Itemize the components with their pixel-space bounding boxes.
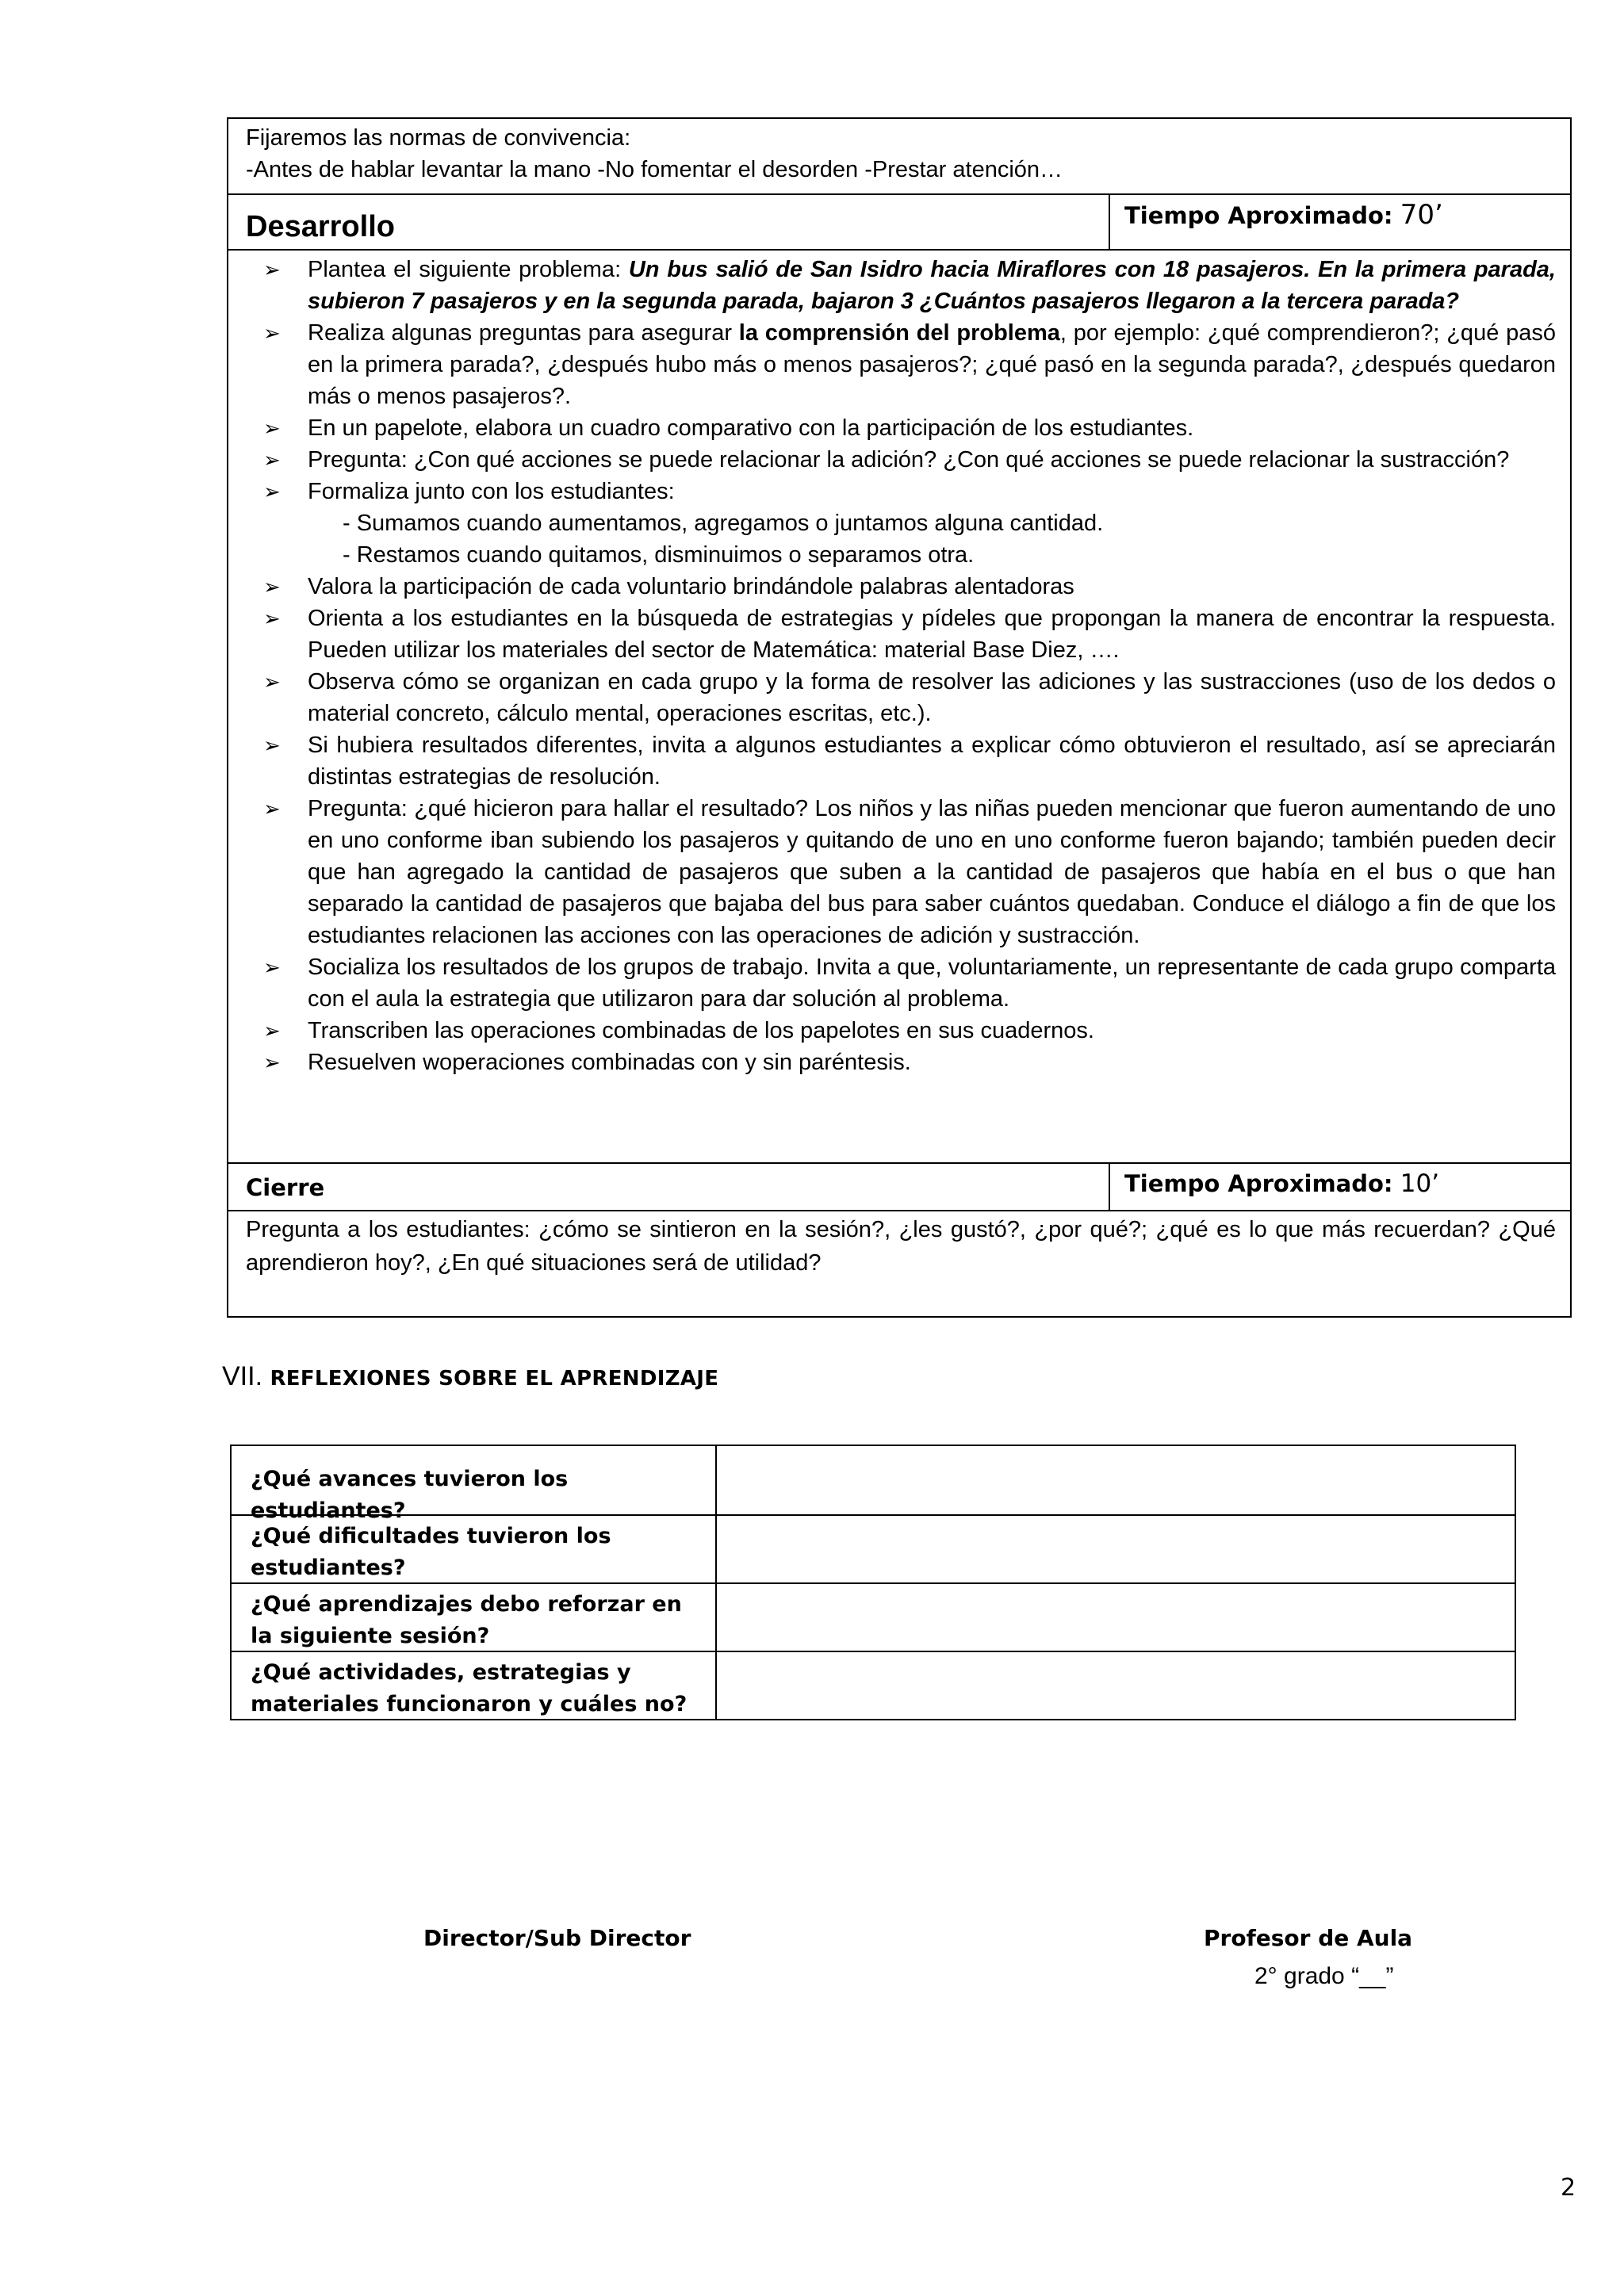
development-time	[1124, 195, 1443, 235]
closing-time-label: Tiempo Aproximado:	[1124, 1170, 1393, 1197]
divider	[228, 1210, 1570, 1211]
closing-time	[1124, 1164, 1439, 1203]
closing-time-value: 10’	[1400, 1169, 1440, 1198]
divider	[1109, 193, 1110, 249]
arrow-bullet-icon: ➢	[263, 1019, 281, 1043]
section-heading: REFLEXIONES SOBRE EL APRENDIZAJE	[270, 1367, 719, 1391]
director-signature-label: Director/Sub Director	[423, 1925, 691, 1951]
reflection-question: ¿Qué actividades, estrategias y materiales funcionaron y cuáles no?	[251, 1660, 688, 1716]
arrow-bullet-icon: ➢	[263, 448, 281, 472]
list-item: ➢ Transcriben las operaciones combinadas de los papelotes en sus cuadernos.	[308, 1015, 1556, 1047]
arrow-bullet-icon: ➢	[263, 258, 281, 281]
development-time-label: Tiempo Aproximado:	[1124, 202, 1393, 229]
problem-statement: Un bus salió de San Isidro hacia Miraflores con 18 pasajeros. En la primera parada, subieron 7 pasajeros y en la segunda parada, bajaron 3 ¿Cuántos pasajeros llegaron a la tercera parada?	[308, 257, 1556, 314]
list-item: ➢ Pregunta: ¿qué hicieron para hallar el resultado? Los niños y las niñas pueden mencionar que fueron aumentando de uno en uno conforme iban subiendo los pasajeros y quitando de uno en uno conforme fueron bajando; también pueden decir que han agregado la cantidad de pasajeros que suben a la cantidad de pasajeros que había en el bus o que han separado la cantidad de pasajeros que bajaba del bus para saber cuántos quedaban. Conduce el diálogo a fin de que los estudiantes relacionen las acciones con las operaciones de adición y sustracción.	[308, 793, 1556, 951]
arrow-bullet-icon: ➢	[263, 321, 281, 345]
divider	[1109, 1162, 1110, 1210]
norms-title: Fijaremos las normas de convivencia:	[246, 125, 631, 151]
list-item: ➢ Valora la participación de cada voluntario brindándole palabras alentadoras	[308, 571, 1556, 603]
list-item: ➢ Observa cómo se organizan en cada grupo y la forma de resolver las adiciones y las sustracciones (uso de los dedos o material concreto, cálculo mental, operaciones escritas, etc.).	[308, 666, 1556, 729]
development-steps	[228, 249, 1570, 1078]
development-title: Desarrollo	[246, 210, 395, 243]
grade-label: 2° grado “__”	[1254, 1963, 1394, 1989]
section-numeral: VII.	[222, 1361, 263, 1391]
arrow-bullet-icon: ➢	[263, 416, 281, 440]
list-item: ➢ Socializa los resultados de los grupos de trabajo. Invita a que, voluntariamente, un representante de cada grupo comparta con el aula la estrategia que utilizaron para dar solución al problema.	[308, 951, 1556, 1015]
list-item: ➢ Formaliza junto con los estudiantes: - Sumamos cuando aumentamos, agregamos o juntamos alguna cantidad. - Restamos cuando quitamos, disminuimos o separamos otra.	[308, 476, 1556, 571]
list-item: ➢ Resuelven woperaciones combinadas con y sin paréntesis.	[308, 1047, 1556, 1078]
reflection-table	[230, 1445, 1516, 1720]
sub-item: - Sumamos cuando aumentamos, agregamos o juntamos alguna cantidad.	[343, 511, 1104, 536]
sub-item: - Restamos cuando quitamos, disminuimos o separamos otra.	[343, 542, 975, 568]
list-item: ➢ Realiza algunas preguntas para asegurar la comprensión del problema, por ejemplo: ¿qué comprendieron?; ¿qué pasó en la primera parada?, ¿después hubo más o menos pasajeros?; ¿qué pasó en la segunda parada?, ¿después quedaron más o menos pasajeros?.	[308, 317, 1556, 412]
list-item: ➢ En un papelote, elabora un cuadro comparativo con la participación de los estudiantes.	[308, 412, 1556, 444]
arrow-bullet-icon: ➢	[263, 480, 281, 503]
reflection-question: ¿Qué dificultades tuvieron los estudiantes?	[251, 1524, 611, 1580]
list-item: ➢ Pregunta: ¿Con qué acciones se puede relacionar la adición? ¿Con qué acciones se puede relacionar la sustracción?	[308, 444, 1556, 476]
reflection-question: ¿Qué aprendizajes debo reforzar en la siguiente sesión?	[251, 1592, 682, 1648]
arrow-bullet-icon: ➢	[263, 575, 281, 599]
norms-cell	[228, 119, 1570, 193]
reflection-question: ¿Qué avances tuvieron los estudiantes?	[251, 1467, 569, 1523]
teacher-signature-label: Profesor de Aula	[1204, 1925, 1413, 1951]
closing-title: Cierre	[246, 1174, 325, 1201]
session-table	[227, 117, 1572, 1318]
development-time-value: 70’	[1400, 199, 1443, 231]
arrow-bullet-icon: ➢	[263, 607, 281, 630]
arrow-bullet-icon: ➢	[263, 1050, 281, 1074]
closing-text: Pregunta a los estudiantes: ¿cómo se sintieron en la sesión?, ¿les gustó?, ¿por qué?; ¿qué es lo que más recuerdan? ¿Qué aprendieron hoy?, ¿En qué situaciones será de utilidad?	[246, 1217, 1556, 1276]
page-number: 2	[1561, 2174, 1576, 2202]
list-item: ➢ Orienta a los estudiantes en la búsqueda de estrategias y pídeles que propongan la manera de encontrar la respuesta. Pueden utilizar los materiales del sector de Matemática: material Base Diez, ….	[308, 603, 1556, 666]
arrow-bullet-icon: ➢	[263, 670, 281, 694]
arrow-bullet-icon: ➢	[263, 797, 281, 821]
arrow-bullet-icon: ➢	[263, 733, 281, 757]
list-item: ➢ Plantea el siguiente problema: Un bus salió de San Isidro hacia Miraflores con 18 pasajeros. En la primera parada, subieron 7 pasajeros y en la segunda parada, bajaron 3 ¿Cuántos pasajeros llegaron a la tercera parada?	[308, 254, 1556, 317]
section-title	[222, 1359, 718, 1396]
list-item: ➢ Si hubiera resultados diferentes, invita a algunos estudiantes a explicar cómo obtuvieron el resultado, así se apreciarán distintas estrategias de resolución.	[308, 729, 1556, 793]
arrow-bullet-icon: ➢	[263, 955, 281, 979]
norms-rules: -Antes de hablar levantar la mano -No fomentar el desorden -Prestar atención…	[246, 157, 1063, 182]
